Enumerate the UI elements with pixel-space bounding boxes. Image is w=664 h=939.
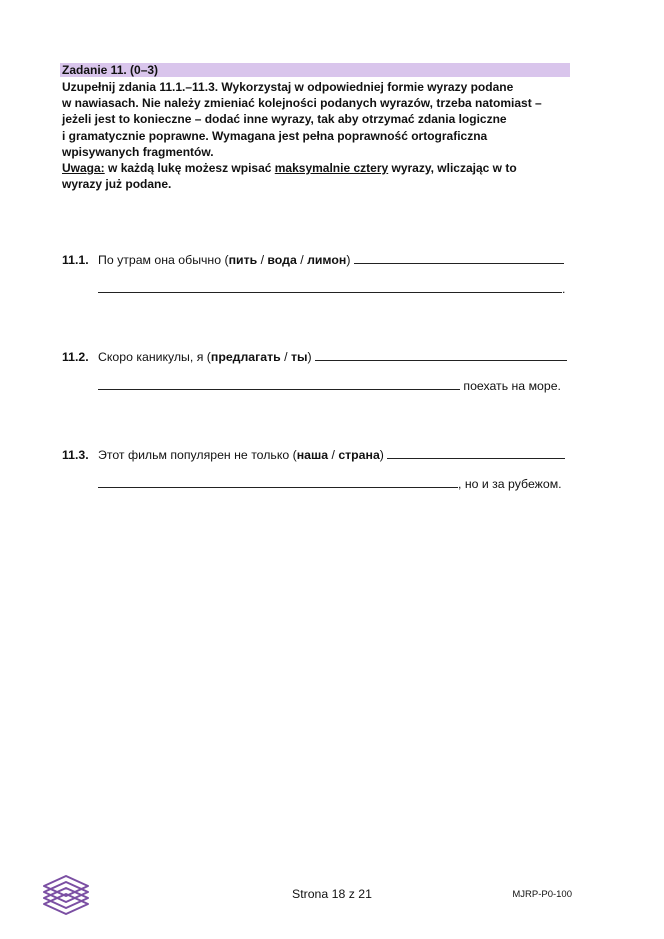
item-number: 11.3. (62, 448, 89, 462)
item-text: Этот фильм популярен не только ( (98, 448, 297, 462)
close-paren: ) (346, 253, 354, 267)
answer-blank[interactable] (98, 475, 458, 488)
page-number: Strona 18 z 21 (292, 887, 372, 901)
answer-blank[interactable] (387, 446, 565, 459)
word-separator: / (280, 350, 291, 364)
item-tail: . (562, 282, 566, 296)
word-separator: / (328, 448, 339, 462)
word-separator: / (296, 253, 308, 267)
instruction-line: wpisywanych fragmentów. (62, 144, 214, 159)
item-number: 11.2. (62, 350, 89, 364)
item-11-2-line-2 (98, 377, 561, 394)
instructions (62, 79, 572, 192)
item-11-3-line-1 (62, 446, 565, 463)
item-11-1-line-1 (62, 251, 564, 268)
task-header: Zadanie 11. (0–3) (60, 63, 570, 77)
word-separator: / (257, 253, 268, 267)
given-word: наша (296, 448, 329, 462)
instruction-line: i gramatycznie poprawne. Wymagana jest pełna poprawność ortograficzna (62, 128, 488, 143)
note-line (62, 160, 572, 176)
note-text: wyrazy, wliczając w to (388, 161, 517, 176)
answer-blank[interactable] (315, 348, 567, 361)
note-text: w każdą lukę możesz wpisać (104, 161, 275, 176)
given-word: предлагать (210, 350, 281, 364)
given-word: лимон (307, 253, 347, 267)
close-paren: ) (379, 448, 388, 462)
item-11-2-line-1 (62, 348, 567, 365)
close-paren: ) (307, 350, 315, 364)
item-tail: поехать на море. (460, 379, 561, 393)
instruction-line: jeżeli jest to konieczne – dodać inne wyrazy, tak aby otrzymać zdania logiczne (62, 112, 507, 127)
item-text: Скоро каникулы, я ( (98, 350, 211, 364)
answer-blank[interactable] (98, 377, 460, 390)
item-number: 11.1. (62, 253, 89, 267)
answer-blank[interactable] (98, 280, 562, 293)
given-word: вода (267, 253, 297, 267)
item-tail: , но и за рубежом. (458, 477, 562, 491)
item-11-3-line-2 (98, 475, 562, 492)
item-11-1-line-2 (98, 280, 565, 297)
given-word: страна (338, 448, 380, 462)
answer-blank[interactable] (354, 251, 564, 264)
note-line: wyrazy już podane. (62, 177, 172, 192)
given-word: ты (290, 350, 308, 364)
instruction-line: w nawiasach. Nie należy zmieniać kolejności podanych wyrazów, trzeba natomiast – (62, 96, 542, 111)
note-emphasis: maksymalnie cztery (274, 161, 389, 176)
note-label: Uwaga: (62, 161, 105, 176)
document-code: MJRP-P0-100 (512, 889, 572, 900)
instruction-line: Uzupełnij zdania 11.1.–11.3. Wykorzystaj w odpowiedniej formie wyrazy podane (62, 80, 514, 94)
given-word: пить (228, 253, 258, 267)
item-text: По утрам она обычно ( (98, 253, 229, 267)
